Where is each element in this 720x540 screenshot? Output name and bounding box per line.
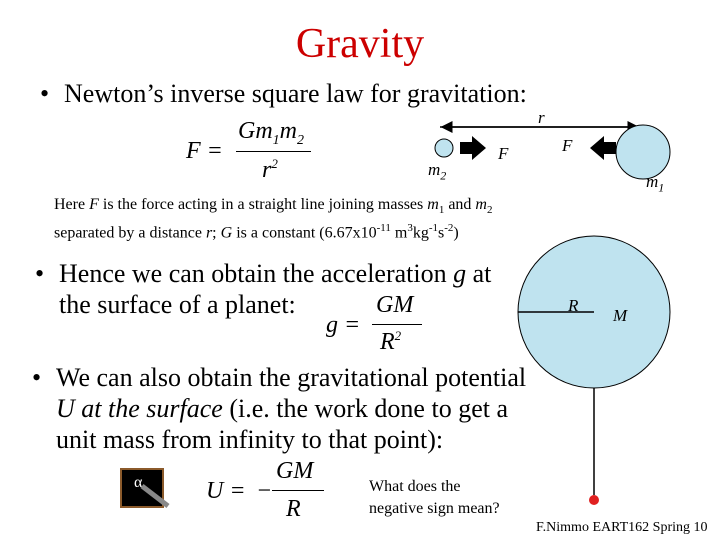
bullet-1 [40,78,527,109]
f-right-label: F [562,136,573,155]
bullet-2: • Hence we can obtain the acceleration g at the surface of a planet: [35,259,492,319]
u-formula [206,458,346,528]
u-denominator: R [286,496,301,522]
f-left-label: F [498,144,509,163]
slide-title: Gravity [295,21,425,67]
explanation-line-1: Here F is the force acting in a straight line joining masses $m_1$ and $m_2$ [54,196,493,217]
m1-sphere [616,125,670,179]
g-formula [326,292,436,360]
footer-credit: F.Nimmo EART162 Spring 10 [536,520,708,535]
u-numerator: GM [276,458,314,484]
u-fraction-bar [272,490,324,491]
infinity-point [589,495,599,505]
u-minus: − [256,478,273,504]
r-label: r [538,108,545,127]
m2-label: $m_2$ [428,160,447,183]
mass-label: M [613,306,628,325]
bullet-marker: • [32,363,42,392]
force-arrow-left [590,136,616,160]
bullet-marker: • [40,79,50,108]
alpha-icon[interactable] [120,468,170,508]
g-lhs: g = [326,312,361,338]
force-formula [186,118,326,188]
force-lhs: F = [186,138,223,164]
radius-label: R [568,296,579,315]
force-numerator: $Gm_1m_2$ [238,118,305,148]
two-mass-diagram [410,108,690,198]
u-lhs: U = [206,478,246,504]
question-text: What does the negative sign mean? [369,478,500,517]
m2-sphere [435,139,453,157]
force-denominator: $r^2$ [262,156,278,183]
m1-label: $m_1$ [646,172,665,195]
pencil-icon [140,484,172,510]
g-denominator: $R^2$ [380,328,402,355]
explanation-line-2: separated by a distance r; G is a constant ($6.67x10^{-11}$ $m^3kg^{-1}s^{-2}$) [54,222,459,242]
g-fraction-bar [372,324,422,325]
force-arrow-right [460,136,486,160]
g-numerator: GM [376,292,414,318]
force-fraction-bar [236,151,311,152]
bullet-3: • We can also obtain the gravitational potential U at the surface (i.e. the work done to get a unit mass from infinity to that point): [32,363,527,454]
bullet-marker: • [35,259,45,288]
bullet-1-text: Newton’s inverse square law for gravitation: [64,79,527,108]
alpha-glyph: α [134,474,143,491]
